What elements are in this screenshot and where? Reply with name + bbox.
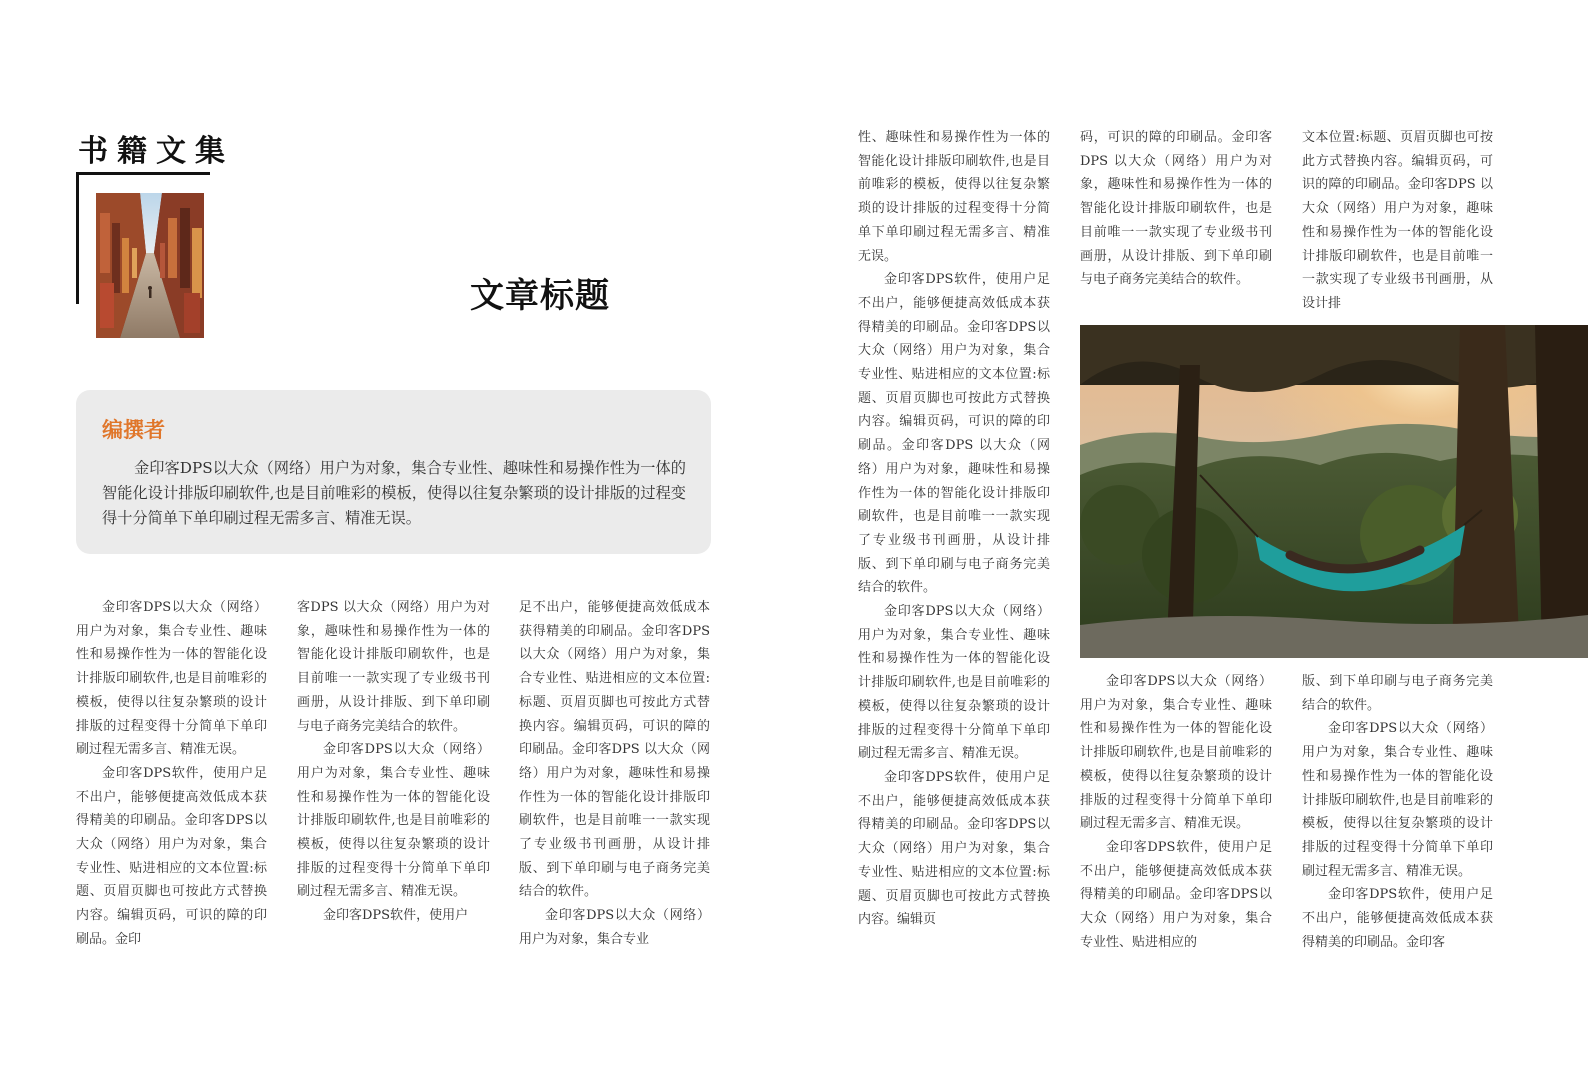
- text-column-1: [76, 596, 267, 988]
- column-paragraph: 金印客DPS以大众（网络）用户为对象，集合专业性、趣味性和易操作性为一体的智能化设计排版印刷软件,也是目前唯彩的模板，使得以往复杂繁琐的设计排版的过程变得十分简单下单印刷过程无需多言、精准无误。: [297, 742, 490, 900]
- column-paragraph: 金印客DPS软件，使用户: [323, 908, 469, 924]
- column-paragraph: 足不出户，能够便捷高效低成本获得精美的印刷品。金印客DPS以大众（网络）用户为对象，集合专业性、贴进相应的文本位置:标题、页眉页脚也可按此方式替换内容。编辑页码，可识的障的印刷品。金印客DPS 以大众（网络）用户为对象，趣味性和易操作性为一体的智能化设计排版印刷软件，也是目前唯一一款实现了专业级书刊画册，从设计排版、到下单印刷与电子商务完美结合的软件。: [519, 600, 710, 900]
- column-paragraph: 金印客DPS以大众（网络）用户为对象，集合专业性、趣味性和易操作性为一体的智能化设计排版印刷软件,也是目前唯彩的模板，使得以往复杂繁琐的设计排版的过程变得十分简单下单印刷过程无需多言、精准无误。: [1302, 721, 1493, 879]
- text-column-6: [1302, 126, 1493, 316]
- brand-title: 书籍文集: [78, 134, 234, 169]
- column-paragraph: 金印客DPS以大众（网络）用户为对象，集合专业性、趣味性和易操作性为一体的智能化设计排版印刷软件,也是目前唯彩的模板，使得以往复杂繁琐的设计排版的过程变得十分简单下单印刷过程无需多言、精准无误。: [1080, 674, 1272, 832]
- column-paragraph: 金印客DPS软件，使用户足不出户，能够便捷高效低成本获得精美的印刷品。金印客DPS以大众（网络）用户为对象，集合专业性、贴进相应的文本位置:标题、页眉页脚也可按此方式替换内容。编辑页码，可识的障的印刷品。金印: [76, 765, 267, 947]
- alley-photo-icon: [96, 193, 204, 338]
- text-column-2: [297, 596, 490, 988]
- column-paragraph: 金印客DPS软件，使用户足不出户，能够便捷高效低成本获得精美的印刷品。金印客DPS以大众（网络）用户为对象，集合专业性、贴进相应的文本位置:标题、页眉页脚也可按此方式替换内容。编辑页: [858, 769, 1050, 928]
- frame-line-left: [76, 172, 79, 304]
- text-column-4: [858, 126, 1050, 991]
- column-paragraph: 金印客DPS以大众（网络）用户为对象，集合专业性、趣味性和易操作性为一体的智能化设计排版印刷软件,也是目前唯彩的模板，使得以往复杂繁琐的设计排版的过程变得十分简单下单印刷过程无需多言、精准无误。: [858, 604, 1050, 762]
- article-title: 文章标题: [470, 276, 610, 316]
- column-paragraph: 金印客DPS以大众（网络）用户为对象，集合专业性、趣味性和易操作性为一体的智能化设计排版印刷软件,也是目前唯彩的模板，使得以往复杂繁琐的设计排版的过程变得十分简单下单印刷过程无需多言、精准无误。: [76, 600, 267, 758]
- column-paragraph: 性、趣味性和易操作性为一体的智能化设计排版印刷软件,也是目前唯彩的模板，使得以往复杂繁琐的设计排版的过程变得十分简单下单印刷过程无需多言、精准无误。: [858, 130, 1050, 264]
- frame-line-top: [76, 172, 210, 175]
- hammock-forest-photo-icon: [1080, 325, 1588, 658]
- column-paragraph: 金印客DPS软件，使用户足不出户，能够便捷高效低成本获得精美的印刷品。金印客DPS以大众（网络）用户为对象，集合专业性、贴进相应的文本位置:标题、页眉页脚也可按此方式替换内容。编辑页码，可识的障的印刷品。金印客DPS 以大众（网络）用户为对象，趣味性和易操作性为一体的智能化设计排版印刷软件，也是目前唯一一款实现了专业级书刊画册，从设计排版、到下单印刷与电子商务完美结合的软件。: [858, 272, 1050, 596]
- text-column-7: [1080, 670, 1272, 991]
- author-label: 编撰者: [102, 417, 165, 442]
- author-text: 金印客DPS以大众（网络）用户为对象，集合专业性、趣味性和易操作性为一体的智能化设计排版印刷软件,也是目前唯彩的模板，使得以往复杂繁琐的设计排版的过程变得十分简单下单印刷过程无需多言、精准无误。: [102, 459, 686, 527]
- column-paragraph: 金印客DPS以大众（网络）用户为对象，集合专业: [519, 908, 710, 947]
- column-paragraph: 文本位置:标题、页眉页脚也可按此方式替换内容。编辑页码，可识的障的印刷品。金印客DPS 以大众（网络）用户为对象，趣味性和易操作性为一体的智能化设计排版印刷软件，也是目前唯一一款实现了专业级书刊画册，从设计排: [1302, 130, 1493, 311]
- column-paragraph: 码，可识的障的印刷品。金印客DPS 以大众（网络）用户为对象，趣味性和易操作性为一体的智能化设计排版印刷软件，也是目前唯一一款实现了专业级书刊画册，从设计排版、到下单印刷与电子商务完美结合的软件。: [1080, 130, 1272, 288]
- column-paragraph: 金印客DPS软件，使用户足不出户，能够便捷高效低成本获得精美的印刷品。金印客DPS以大众（网络）用户为对象，集合专业性、贴进相应的: [1080, 839, 1272, 950]
- column-paragraph: 金印客DPS软件，使用户足不出户，能够便捷高效低成本获得精美的印刷品。金印客: [1302, 887, 1493, 950]
- column-paragraph: 客DPS 以大众（网络）用户为对象，趣味性和易操作性为一体的智能化设计排版印刷软件，也是目前唯一一款实现了专业级书刊画册，从设计排版、到下单印刷与电子商务完美结合的软件。: [297, 600, 490, 734]
- text-column-8: [1302, 670, 1493, 991]
- column-paragraph: 版、到下单印刷与电子商务完美结合的软件。: [1302, 674, 1493, 713]
- text-column-5: [1080, 126, 1272, 316]
- text-column-3: [519, 596, 710, 988]
